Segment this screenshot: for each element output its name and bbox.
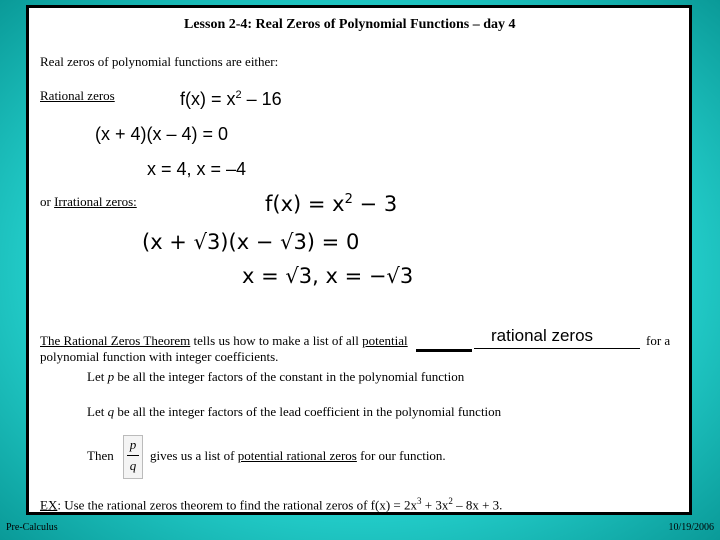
blank-underline-thick — [416, 349, 472, 352]
fill-in-answer: rational zeros — [491, 326, 594, 345]
footer-course: Pre-Calculus — [6, 522, 58, 533]
rational-solutions: x = 4, x = –4 — [147, 159, 247, 179]
gives-list-text: gives us a list of potential rational zeros for our function. — [150, 448, 446, 463]
rational-factored: (x + 4)(x – 4) = 0 — [95, 124, 229, 144]
page-title: Lesson 2-4: Real Zeros of Polynomial Functions – day 4 — [184, 17, 516, 32]
intro-text: Real zeros of polynomial functions are either: — [40, 54, 279, 69]
theorem-line-2: polynomial function with integer coefficients. — [40, 349, 279, 364]
irrational-zeros-heading: or Irrational zeros: — [40, 194, 137, 209]
theorem-line-1: The Rational Zeros Theorem tells us how to make a list of all potential — [40, 333, 408, 348]
q-definition: Let q be all the integer factors of the lead coefficient in the polynomial function — [87, 404, 502, 419]
theorem-line-1-end: for a — [646, 333, 671, 348]
then-label: Then — [87, 448, 114, 463]
blank-underline — [474, 348, 640, 349]
p-over-q-fraction: p q — [123, 435, 143, 479]
example-text: EX: Use the rational zeros theorem to find the rational zeros of $f(x) = 2x^3 + 3x^2 - 8x + 3$. — [40, 496, 503, 513]
footer-date: 10/19/2006 — [668, 522, 714, 533]
slide — [26, 5, 692, 515]
irrational-factored: (x + √3)(x − √3) = 0 — [142, 230, 360, 254]
irrational-function: $f(x) = x^2 - 3$ — [265, 192, 398, 216]
irrational-solutions: x = √3, x = −√3 — [242, 264, 414, 288]
rational-zeros-heading: Rational zeros — [40, 88, 115, 103]
rational-function: $f(x) = x^2 - 16$ — [180, 89, 282, 109]
p-definition: Let p be all the integer factors of the constant in the polynomial function — [87, 369, 465, 384]
